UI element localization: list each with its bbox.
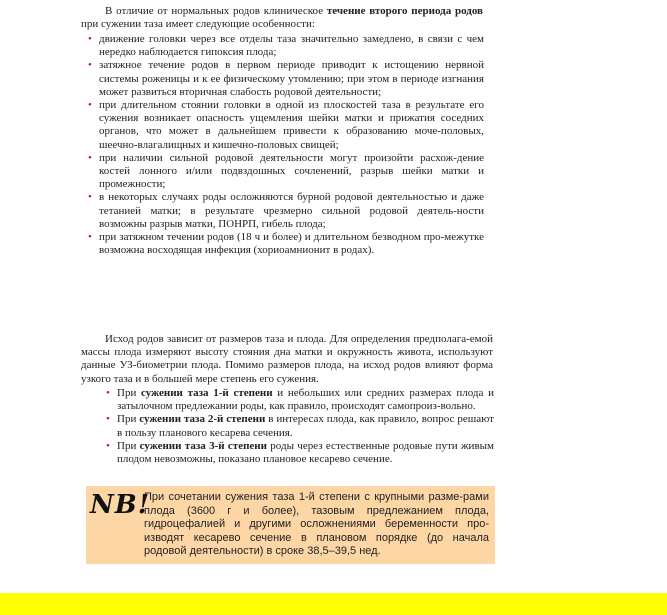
bullet-icon: • bbox=[106, 413, 110, 426]
nb-text: При сочетании сужения таза 1-й степени с крупными разме-рами плода (3600 г и более), тазовым предлежанием плода, гидроцефалией и другими осложнениями беременности про-изводят кесарево сечение в плановом порядке (до начала родовой деятельности) в сроке 38,5–39,5 нед. bbox=[144, 491, 489, 558]
list-item: • При сужении таза 3-й степени роды через естественные родовые пути живым плодом невозможны, показано плановое кесарево сечение. bbox=[106, 439, 494, 466]
bullet-icon: • bbox=[88, 191, 92, 204]
nb-callout bbox=[86, 486, 495, 564]
list-item: • при длительном стоянии головки в одной из плоскостей таза в результате его сужения возникает опасность ущемления шейки матки и прижатия соседних органов, что может в дальнейшем привести к образованию моче-половых, шеечно-влагалищных и кишечно-половых свищей; bbox=[88, 99, 484, 151]
intro-paragraph bbox=[81, 5, 483, 31]
bullet-icon: • bbox=[106, 439, 110, 452]
list-item: • При сужении таза 2-й степени в интересах плода, как правило, вопрос решают в пользу планового кесарева сечения. bbox=[106, 413, 494, 439]
list-item: • движение головки через все отделы таза значительно замедлено, в связи с чем нередко наблюдается гипоксия плода; bbox=[88, 33, 484, 59]
intro-bold-term: течение второго периода родов bbox=[326, 5, 483, 17]
list-item: • в некоторых случаях роды осложняются бурной родовой деятельностью и даже тетанией матки; в результате чрезмерно сильной родовой деятель-ности возможны разрыв матки, ПОНРП, гибель плода; bbox=[88, 191, 484, 230]
outcome-paragraph: Исход родов зависит от размеров таза и плода. Для определения предполага-емой массы плода измеряют высоту стояния дна матки и окружность живота, используют данные УЗ-биометрии плода. Помимо размеров плода, на исход родов влияют форма узкого таза и в большей мере степень его сужения. bbox=[81, 333, 493, 385]
degrees-list bbox=[105, 387, 494, 466]
bullet-icon: • bbox=[88, 33, 92, 45]
bullet-icon: • bbox=[106, 387, 110, 399]
bullet-icon: • bbox=[88, 99, 92, 112]
features-list bbox=[87, 33, 484, 257]
list-item: • при затяжном течении родов (18 ч и более) и длительном безводном про-межутке возможна восходящая инфекция (хориоамнионит в родах). bbox=[88, 231, 484, 257]
bullet-icon: • bbox=[88, 231, 92, 244]
intro-text-end: при сужении таза имеет следующие особенности: bbox=[81, 18, 315, 31]
list-item: • затяжное течение родов в первом периоде приводит к истощению нервной системы роженицы и к ее физическому утомлению; при этом в периоде изгнания может развиться вторичная слабость родовой деятельности; bbox=[88, 59, 484, 98]
list-item: • при наличии сильной родовой деятельности могут произойти расхож-дение костей лонного и/или подвздошных сочленений, разрыв шейки матки и промежности; bbox=[88, 151, 484, 191]
nb-logo: NB! bbox=[90, 490, 151, 520]
intro-text-start: В отличие от нормальных родов клиническое bbox=[105, 5, 327, 17]
list-item: • При сужении таза 1-й степени и небольших или средних размерах плода и затылочном предлежании роды, как правило, происходят самопроиз-вольно. bbox=[106, 387, 494, 413]
bullet-icon: • bbox=[88, 151, 92, 164]
bullet-icon: • bbox=[88, 59, 92, 72]
bottom-band bbox=[0, 593, 667, 615]
